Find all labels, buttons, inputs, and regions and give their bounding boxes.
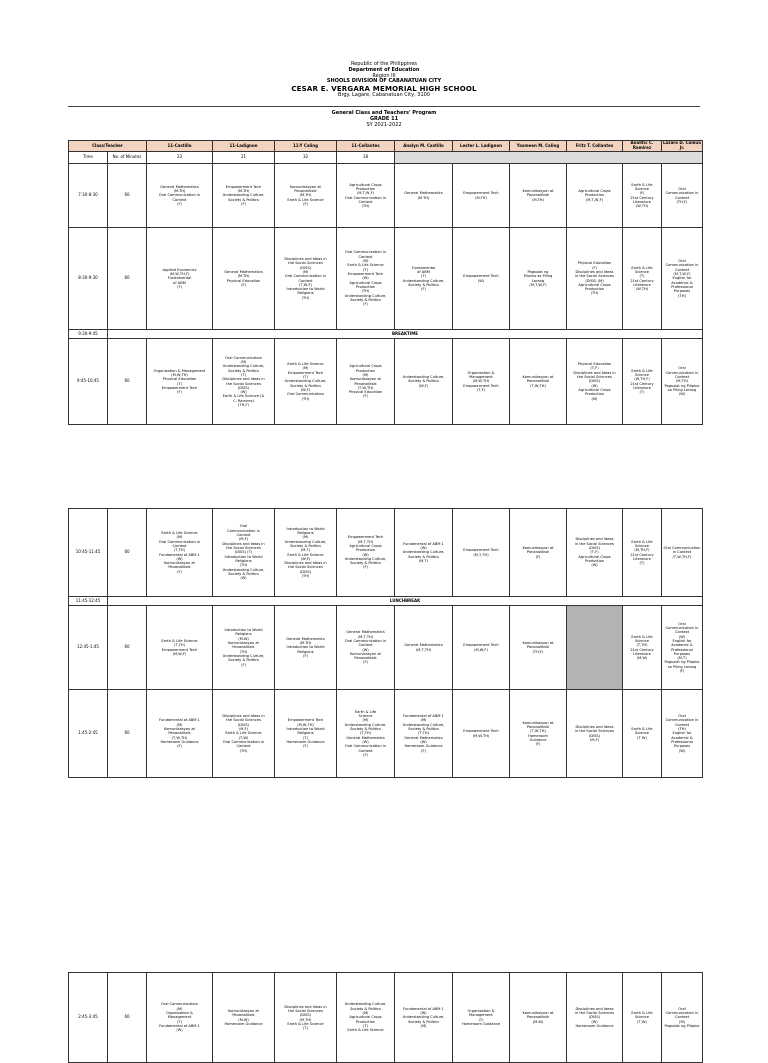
lunchbreak-label: LUNCHBREAK: [108, 597, 703, 606]
schedule-cell: Empowerment Tech (M,W,TH): [453, 690, 510, 778]
schedule-cell: Komunikasyon at Pananaliksik (TH,F): [510, 606, 567, 690]
schedule-cell: Physical Education (F) Disciplines and Ideas in the Social Sciences (DISS) (M) Agricultural Crops Production (TH): [567, 228, 623, 330]
schedule-cell: Fundamental of ABM (T) Understanding Culture, Society & Politics (F): [395, 228, 453, 330]
time-label: Time: [69, 152, 108, 164]
schedule-cell: Earth & Life Science (T) 21st Century Literature (W,TH): [623, 228, 662, 330]
col-header: Yasmeen M. Caling: [510, 141, 567, 152]
time-cell: 7:30-8:30: [69, 164, 108, 228]
minutes-label: No. of Minutes: [108, 152, 147, 164]
schedule-cell: Applied Economics (M,W,TH,F) Fundamental of ABM (T): [147, 228, 213, 330]
program-title: General Class and Teachers' Program: [331, 110, 437, 116]
schedule-cell: Agricultural Crops Production (M,T,W,F): [567, 164, 623, 228]
col-header: 11-Collantes: [337, 141, 395, 152]
table-row: [69, 228, 703, 330]
schedule-cell: Komunikasyon at Pananaliksik (T,W,TH) Homeroom Guidance (F): [510, 690, 567, 778]
schedule-cell: Komunikasyon at Pananaliksik (T,W,TH): [510, 339, 567, 425]
break-row: [69, 597, 703, 606]
minutes-cell: 60: [108, 973, 147, 1063]
schedule-cell: Earth & Life Science (T,W): [623, 690, 662, 778]
breaktime-label: BREAKTIME: [108, 330, 703, 339]
col-header: 11-Castillo: [147, 141, 213, 152]
schedule-cell: Komunikasyon at Pananaliksik (F): [510, 509, 567, 597]
schedule-cell: Fundamental of ABM 1 (W) Understanding Culture, Society & Politics (M,T): [395, 509, 453, 597]
schedule-cell: Earth & Life Science (T,TH) 21st Century Literature (M,W): [623, 606, 662, 690]
lunch-time: 11:45-12:45: [69, 597, 108, 606]
col-header: Lazaro D. Camua Jr.: [663, 140, 701, 150]
school-year: SY 2021-2022: [366, 121, 402, 128]
table-row: [69, 606, 703, 690]
schedule-cell: Physical Education (T,F) Disciplines and Ideas in the Social Sciences (DISS) (W) Agricultural Crops Production (M): [567, 339, 623, 425]
schedule-cell: Empowerment Tech (M-TH) Understanding Culture, Society & Politics (F): [213, 164, 275, 228]
minutes-cell: 60: [108, 164, 147, 228]
schedule-cell: Earth & Life Science (M) Understanding Culture, Society & Politics (T,TH) General Mathematics (W) Oral Communication in Context (F): [337, 690, 395, 778]
schedule-cell: Organization & Management (M,W,TH) Physical Education (T) Empowerment Tech (F): [147, 339, 213, 425]
column-header-row: [69, 141, 703, 152]
table-row: [69, 339, 703, 425]
division-line: SHOOLS DIVISION OF CABANATUAN CITY: [326, 78, 442, 85]
minutes-cell: 60: [108, 606, 147, 690]
schedule-cell: Fundamental of ABM 1 (W) Understanding Culture, Society & Politics (M): [395, 973, 453, 1063]
schedule-cell: Agricultural Crops Production (M) Komunikasyon at Pananaliksik (T,W,TH) Physical Education (F): [337, 339, 395, 425]
col-header: Fritz T. Collantes: [567, 141, 623, 152]
schedule-cell: Disciplines and Ideas in the Social Sciences (DISS) (W) Homeroom Guidance: [567, 973, 623, 1063]
school-name: CESAR E. VERGARA MEMORIAL HIGH SCHOOL: [291, 85, 477, 93]
schedule-cell: Empowerment Tech (M,W,F): [453, 606, 510, 690]
schedule-cell: Oral Communication in Context (M) Pagsulat ng Pilipino: [662, 973, 703, 1063]
schedule-cell: Fundamental of ABM 1 (M) Komunikasyon at Pananaliksik (T,W,TH) Homeroom Guidance (F): [147, 690, 213, 778]
time-cell: 8:30-9:30: [69, 228, 108, 330]
schedule-cell: Agricultural Crops Production (M,T,W,F) Oral Communication in Context (TH): [337, 164, 395, 228]
schedule-cell: Komunikasyon at Pananaliksik (M-TH) Earth & Life Science (F): [275, 164, 337, 228]
schedule-cell: Disciplines and Ideas in the Social Sciences (DISS) (M,F) Earth & Life Science (T,W) Oral Communication in Context (TH): [213, 690, 275, 778]
table-row: [69, 973, 703, 1063]
schedule-cell: Empowerment Tech (W): [453, 228, 510, 330]
schedule-cell: Komunikasyon at Pananaliksik (M-W) Homeroom Guidance: [213, 973, 275, 1063]
schedule-cell: General Mathematics (M,T,TH): [395, 606, 453, 690]
schedule-cell: General Mathematics (M-TH) Oral Communication in Context (F): [147, 164, 213, 228]
program-title-block: [0, 111, 768, 128]
schedule-cell: Earth & Life Science (F) 21st Century Literature (W,TH): [623, 164, 662, 228]
region-line: Region III: [372, 72, 396, 79]
col-header: Lester L. Ladignon: [453, 141, 510, 152]
schedule-cell: Komunikasyon at Pananaliksik (M-TH): [510, 164, 567, 228]
schedule-cell: Earth & Life Science (T,TH) Empowerment Tech (M,W,F): [147, 606, 213, 690]
student-count: 18: [337, 152, 395, 164]
schedule-cell: Organization & Management (T) Homeroom Guidance: [453, 973, 510, 1063]
gray-filler: [395, 152, 703, 164]
schedule-table-page-3: [68, 972, 703, 1063]
schedule-cell: Oral Communication in Context (M,F) Disciplines and Ideas in the Social Sciences (DISS) (T) Introduction to World Religions (TH) Understanding Culture, Society & Politics (W): [213, 509, 275, 597]
col-header: 11-Ladignon: [213, 141, 275, 152]
schedule-cell: Disciplines and Ideas in the Social Sciences (DISS) (M,F): [567, 690, 623, 778]
schedule-cell: Oral Communication in Context (M) Earth & Life Science (T) Empowerment Tech (W) Agricultural Crops Production (TH) Understanding Culture, Society & Politics (F): [337, 228, 395, 330]
time-cell: 9:45-10:45: [69, 339, 108, 425]
schedule-cell: Introduction to World Religions (M) Understanding Culture, Society & Politics (M,T) Earth & Life Science (W,F) Disciplines and Ideas in the Social Sciences (DISS) (TH): [275, 509, 337, 597]
schedule-cell: Empowerment Tech (M,W,TH) Introduction to World Religions (T) Homeroom Guidance (F): [275, 690, 337, 778]
schedule-cell: Disciplines and Ideas in the Social Sciences (DISS) (M,TH) Earth & Life Science (T): [275, 973, 337, 1063]
student-count: 21: [213, 152, 275, 164]
schedule-cell: Oral Communication in Context (T,W,TH,F): [662, 509, 703, 597]
schedule-cell: Oral Communication in Context (TH,F): [662, 164, 703, 228]
col-header: 11-Y Caling: [275, 141, 337, 152]
schedule-cell: Earth & Life Science (M,TH,F) 21st Century Literature (T): [623, 509, 662, 597]
republic-line: Republic of the Philippines: [350, 61, 418, 67]
minutes-cell: 60: [108, 339, 147, 425]
grade-label: GRADE 11: [369, 115, 399, 122]
schedule-cell: Oral Communication in Context (M,T,W,F) English for Academic & Professional Purposes (TH): [662, 228, 703, 330]
table-row: [69, 164, 703, 228]
schedule-cell: Oral Communication (M) Understanding Culture, Society & Politics (T) Disciplines and Ideas in the Social Sciences (DISS) (W) Earth & Life Science (& C. Ramirez) (TH,F): [213, 339, 275, 425]
minutes-cell: 60: [108, 228, 147, 330]
student-count: 32: [275, 152, 337, 164]
table-row: [69, 509, 703, 597]
department-line: Department of Education: [348, 66, 420, 73]
schedule-cell: Earth & Life Science (M) Empowerment Tech (T) Understanding Culture, Society & Politics (W,F) Oral Communication (TH): [275, 339, 337, 425]
schedule-cell: Oral Communication in Context (W) English for Academic & Professional Purposes (M,T) Pagsulat ng Pilipino sa Piling Larang (F): [662, 606, 703, 690]
minutes-cell: 60: [108, 509, 147, 597]
schedule-cell: Earth & Life Science (M) Oral Communication in Context (T,TH) Fundamental of ABM 1 (W) Komunikasyon at Pananaliksik (F): [147, 509, 213, 597]
schedule-cell: Understanding Culture, Society & Politics (W,F): [395, 339, 453, 425]
class-teacher-header: Class/Teacher: [69, 141, 147, 152]
schedule-cell: Oral Communication in Context (M,TH) Pagsulat ng Pilipino sa Piling Larang (W): [662, 339, 703, 425]
schedule-table-page-2: [68, 508, 703, 778]
schedule-table-page-1: [68, 140, 703, 425]
time-cell: 1:45-2:45: [69, 690, 108, 778]
schedule-cell: General Mathematics (M-TH) Physical Education (F): [213, 228, 275, 330]
break-time: 9:30-9:45: [69, 330, 108, 339]
empty-shaded-cell: [567, 606, 623, 690]
schedule-cell: Disciplines and Ideas in the Social Sciences (DISS) (T,F) Agricultural Crops Production (W): [567, 509, 623, 597]
time-cell: 12:45-1:45: [69, 606, 108, 690]
schedule-cell: Organization & Management (M,W,TH) Empowerment Tech (T,F): [453, 339, 510, 425]
schedule-cell: Empowerment Tech (M-TH): [453, 164, 510, 228]
table-row: [69, 690, 703, 778]
schedule-cell: Oral Communication (M) Organization & Management (T) Fundamental of ABM 1 (W): [147, 973, 213, 1063]
student-count: 23: [147, 152, 213, 164]
school-address: Brgy. Lagare, Cabanatuan City, 3100: [338, 92, 430, 99]
time-cell: 10:45-11:45: [69, 509, 108, 597]
schedule-cell: Fundamental of ABM 1 (M) Understanding Culture, Society & Politics (T,TH) General Mathematics (W) Homeroom Guidance (F): [395, 690, 453, 778]
schedule-cell: Earth & Life Science (T,W): [623, 973, 662, 1063]
col-header: Analyn M. Castillo: [395, 141, 453, 152]
schedule-cell: General Mathematics (M,T,TH) Oral Communication in Context (W) Komunikasyon at Pananaliksik (F): [337, 606, 395, 690]
minutes-row: [69, 152, 703, 164]
letterhead: [0, 62, 768, 99]
minutes-cell: 60: [108, 690, 147, 778]
schedule-cell: Earth & Life Science (W,TH,F) 21st Century Literature (T): [623, 339, 662, 425]
time-cell: 2:45-3:45: [69, 973, 108, 1063]
schedule-cell: Introduction to World Religions (M-W) Komunikasyon at Pananaliksik (TH) Understanding Culture, Society & Politics (F): [213, 606, 275, 690]
schedule-cell: General Mathematics (M-TH) Introduction to World Religions (F): [275, 606, 337, 690]
schedule-cell: Empowerment Tech (M,T,TH) Agricultural Crops Production (W) Understanding Culture, Society & Politics (F): [337, 509, 395, 597]
break-row: [69, 330, 703, 339]
schedule-cell: Understanding Culture, Society & Politics (M) Agricultural Crops Production (T) Earth & Life Science: [337, 973, 395, 1063]
schedule-cell: Disciplines and Ideas in the Social Sciences (DISS) (M) Oral Communication in Context (T,W,F) Introduction to World Religions (TH): [275, 228, 337, 330]
header-divider: [68, 106, 700, 107]
col-header: Analitic C. Ramirez: [623, 141, 662, 152]
schedule-cell: Empowerment Tech (M,T,TH): [453, 509, 510, 597]
schedule-cell: Oral Communication in Context (TH) English for Academic & Professional Purposes (W): [662, 690, 703, 778]
schedule-cell: Komunikasyon at Pananaliksik (M-W): [510, 973, 567, 1063]
schedule-cell: Pagsulat ng Filipino sa Piling Larang (M,T,W,F): [510, 228, 567, 330]
schedule-cell: General Mathematics (M-TH): [395, 164, 453, 228]
